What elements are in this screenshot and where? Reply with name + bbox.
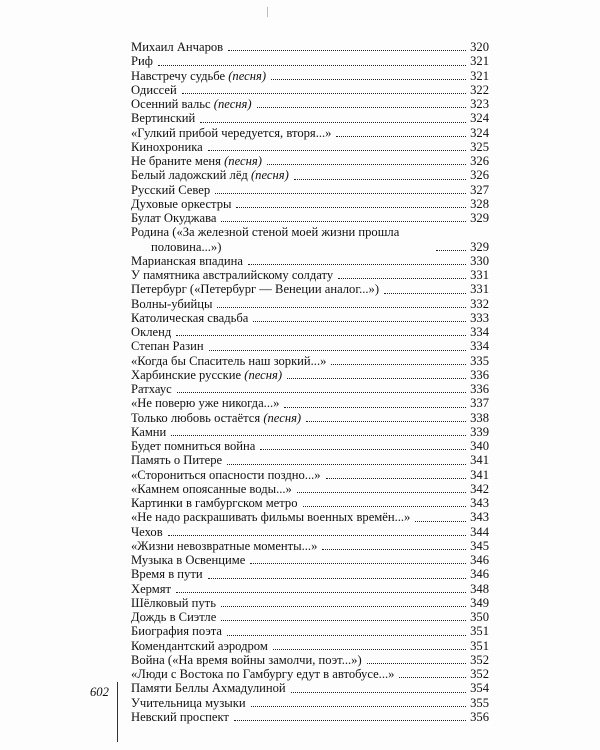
toc-entry-page: 324 xyxy=(470,111,489,126)
toc-entry-title xyxy=(131,140,203,154)
toc-entry-page: 339 xyxy=(470,424,489,439)
toc-entry xyxy=(131,168,489,182)
toc-entry xyxy=(131,297,489,311)
toc-entry-title-text: Вертинский xyxy=(131,111,196,126)
toc-entry-page: 336 xyxy=(470,367,489,382)
dot-leader xyxy=(338,277,466,279)
toc-entry-title xyxy=(131,126,331,140)
toc-entry-page: 354 xyxy=(470,681,489,696)
dot-leader xyxy=(176,591,466,593)
toc-entry-note: (песня) xyxy=(213,97,252,111)
toc-entry-page: 337 xyxy=(470,396,489,411)
toc-entry-title-text: Осенний вальс xyxy=(131,97,211,111)
dot-leader xyxy=(221,220,466,222)
dot-leader xyxy=(221,619,466,621)
dot-leader xyxy=(176,334,466,336)
dot-leader xyxy=(208,577,467,579)
toc-entry-title-text: Ратхаус xyxy=(131,382,172,396)
dot-leader xyxy=(236,206,466,208)
dot-leader xyxy=(336,135,466,137)
toc-entry-title-text: Петербург («Петербург — Венеции аналог...») xyxy=(131,282,380,297)
toc-entry-page: 328 xyxy=(470,196,489,211)
toc-entry xyxy=(131,183,489,197)
toc-entry xyxy=(131,411,489,425)
toc-entry-title xyxy=(131,582,171,596)
toc-entry-title-text: Картинки в гамбургском метро xyxy=(131,496,298,510)
toc-entry-title-text: «Жизни невозвратные моменты...» xyxy=(131,538,318,553)
dot-leader xyxy=(215,192,466,194)
page-number: 602 xyxy=(90,685,109,699)
dot-leader xyxy=(284,406,466,408)
dot-leader xyxy=(257,106,467,108)
toc-entry xyxy=(131,425,489,439)
toc-entry-title xyxy=(131,468,321,482)
toc-entry-title xyxy=(131,681,286,695)
toc-entry-title xyxy=(131,710,229,724)
dot-leader xyxy=(251,705,466,707)
toc-entry xyxy=(131,710,489,724)
toc-entry-title-text: У памятника австралийскому солдату xyxy=(131,268,334,282)
toc-entry-title-text: Навстречу судьбе xyxy=(131,68,226,83)
toc-entry-page: 343 xyxy=(470,496,489,510)
toc-entry-title-text: «Не поверю уже никогда...» xyxy=(131,396,280,411)
toc-entry-title xyxy=(131,596,216,610)
toc-entry-title-text: «Камнем опоясанные воды...» xyxy=(131,481,292,496)
toc-entry-title-text: Память о Питере xyxy=(131,453,223,468)
toc-entry-title-text: Кинохроника xyxy=(131,139,203,154)
toc-entry-title xyxy=(131,553,245,567)
toc-entry xyxy=(131,154,489,168)
toc-entry-page: 351 xyxy=(470,638,489,653)
toc-entry-title-text: Харбинские русские xyxy=(131,367,242,382)
toc-entry-page: 341 xyxy=(470,467,489,482)
toc-entry-title xyxy=(131,453,222,467)
dot-leader xyxy=(227,634,466,636)
dot-leader xyxy=(294,178,466,180)
toc-entry-title xyxy=(131,197,231,211)
toc-entry-page: 321 xyxy=(470,68,489,83)
toc-entry-page: 332 xyxy=(470,296,489,311)
dot-leader xyxy=(200,121,466,123)
toc-entry-title xyxy=(131,610,216,624)
dot-leader xyxy=(168,534,466,536)
toc-entry-title xyxy=(131,667,394,681)
toc-entry-title-text: Риф xyxy=(131,54,153,69)
toc-entry-title-text: Хермят xyxy=(131,581,172,596)
dot-leader xyxy=(306,420,466,422)
toc-entry xyxy=(131,482,489,496)
dot-leader xyxy=(253,320,466,322)
dot-leader xyxy=(208,149,466,151)
toc-entry-page: 344 xyxy=(470,524,489,539)
toc-entry xyxy=(131,539,489,553)
dot-leader xyxy=(326,477,467,479)
toc-entry xyxy=(131,111,489,125)
toc-entry-title-text: Одиссей xyxy=(131,82,177,97)
toc-entry-title xyxy=(131,368,282,382)
toc-entry-title xyxy=(131,282,379,296)
toc-entry-title xyxy=(131,425,166,439)
toc-entry xyxy=(131,582,489,596)
toc-entry xyxy=(131,339,489,353)
toc-entry-page: 352 xyxy=(470,667,489,681)
toc-entry-page: 351 xyxy=(470,624,489,639)
toc-entry xyxy=(131,468,489,482)
dot-leader xyxy=(221,605,466,607)
toc-entry xyxy=(131,396,489,410)
toc-entry-page: 331 xyxy=(470,282,489,297)
toc-entry-page: 329 xyxy=(470,211,489,225)
toc-entry-title-text: «Сторониться опасности поздно...» xyxy=(131,467,321,482)
toc-entry-note: (песня) xyxy=(228,68,267,83)
toc-entry-title xyxy=(131,211,216,225)
toc-entry xyxy=(131,496,489,510)
toc-entry xyxy=(131,596,489,610)
dot-leader xyxy=(227,463,466,465)
toc-entry-title-text: Комендантский аэродром xyxy=(131,638,268,653)
toc-entry-page: 356 xyxy=(470,709,489,724)
toc-entry xyxy=(131,197,489,211)
toc-entry-title-text: Невский проспект xyxy=(131,709,229,724)
toc-entry-title xyxy=(131,525,163,539)
toc-entry-title xyxy=(131,339,204,353)
toc-entry-title xyxy=(131,539,317,553)
toc-entry-page: 330 xyxy=(470,253,489,268)
toc-entry xyxy=(131,225,489,254)
toc-entry-page: 322 xyxy=(470,82,489,97)
toc-entry-page: 327 xyxy=(470,182,489,197)
toc-entry-title xyxy=(131,567,203,581)
toc-entry-title-text: Католическая свадьба xyxy=(131,310,249,325)
dot-leader xyxy=(287,377,466,379)
toc-entry-title-text: Камни xyxy=(131,424,167,439)
toc-entry xyxy=(131,553,489,567)
toc-entry-page: 350 xyxy=(470,610,489,624)
toc-entry xyxy=(131,325,489,339)
toc-entry-title xyxy=(131,154,262,168)
toc-entry xyxy=(131,54,489,68)
toc-entry-title xyxy=(131,382,172,396)
toc-entry-page: 321 xyxy=(470,54,489,69)
toc-entry-page: 336 xyxy=(470,382,489,396)
dot-leader xyxy=(177,391,466,393)
dot-leader xyxy=(384,292,466,294)
dot-leader xyxy=(291,691,466,693)
toc-entry-title xyxy=(131,168,289,182)
toc-entry-title xyxy=(131,696,246,710)
toc-entry xyxy=(131,311,489,325)
toc-entry-title xyxy=(131,653,362,667)
toc-entry-title-text: Волны-убийцы xyxy=(131,296,213,311)
toc-entry-title xyxy=(131,297,212,311)
toc-entry-title-text: Белый ладожский лёд xyxy=(131,168,248,183)
dot-leader xyxy=(228,49,466,51)
toc-entry-page: 325 xyxy=(470,139,489,154)
toc-entry-page: 329 xyxy=(470,239,489,254)
toc-entry xyxy=(131,653,489,667)
toc-entry-title-text: Окленд xyxy=(131,325,172,339)
dot-leader xyxy=(248,263,466,265)
dot-leader xyxy=(217,306,466,308)
dot-leader xyxy=(331,363,466,365)
toc-entry xyxy=(131,525,489,539)
toc-entry-page: 338 xyxy=(470,410,489,425)
toc-entry xyxy=(131,254,489,268)
dot-leader xyxy=(322,548,466,550)
toc-entry-title-text: Чехов xyxy=(131,524,163,539)
toc-entry-title-text: Русский Север xyxy=(131,182,211,197)
toc-entry-title-text: Не браните меня xyxy=(131,154,221,168)
toc-entry xyxy=(131,567,489,581)
toc-entry-page: 340 xyxy=(470,439,489,453)
toc-entry xyxy=(131,83,489,97)
toc-entry-page: 335 xyxy=(470,353,489,368)
table-of-contents xyxy=(131,40,489,724)
toc-entry-page: 326 xyxy=(470,168,489,183)
dot-leader xyxy=(171,434,466,436)
toc-entry-note: (песня) xyxy=(244,367,283,382)
toc-entry-title-text: «Гулкий прибой чередуется, вторя...» xyxy=(131,125,332,140)
toc-entry-title xyxy=(131,311,248,325)
toc-entry xyxy=(131,610,489,624)
toc-entry xyxy=(131,667,489,681)
toc-entry-title xyxy=(131,69,266,83)
toc-entry-page: 342 xyxy=(470,481,489,496)
toc-entry-title-text: Памяти Беллы Ахмадулиной xyxy=(131,681,286,696)
toc-entry xyxy=(131,639,489,653)
toc-entry-page: 334 xyxy=(470,325,489,339)
dot-leader xyxy=(267,163,466,165)
toc-entry-page: 348 xyxy=(470,581,489,596)
toc-entry-title-text: Война («На время войны замолчи, поэт...») xyxy=(131,652,362,667)
toc-entry-title-text: Только любовь остаётся xyxy=(131,410,261,425)
dot-leader xyxy=(303,505,467,507)
toc-entry-title-text: Михаил Анчаров xyxy=(131,40,224,54)
dot-leader xyxy=(250,562,466,564)
toc-entry-page: 326 xyxy=(470,154,489,168)
toc-entry-page: 349 xyxy=(470,595,489,610)
toc-entry xyxy=(131,453,489,467)
toc-entry-page: 352 xyxy=(470,652,489,667)
toc-entry-title xyxy=(131,396,279,410)
toc-entry-title-text: Учительница музыки xyxy=(131,695,246,710)
toc-entry-title-text: Шёлковый путь xyxy=(131,595,216,610)
toc-entry-page: 343 xyxy=(470,510,489,525)
toc-entry-title xyxy=(131,354,326,368)
toc-entry-title-text: «Люди с Востока по Гамбургу едут в автобусе...» xyxy=(131,667,395,681)
dot-leader xyxy=(182,92,466,94)
toc-entry-page: 323 xyxy=(470,97,489,111)
toc-entry xyxy=(131,368,489,382)
toc-entry-title-text: «Не надо раскрашивать фильмы военных времён...» xyxy=(131,510,411,525)
dot-leader xyxy=(415,520,466,522)
toc-entry xyxy=(131,126,489,140)
toc-entry-title-text: Родина («За железной стеной моей жизни прошла xyxy=(131,225,400,240)
toc-entry-title xyxy=(131,54,153,68)
folio-rule xyxy=(117,682,118,742)
toc-entry-page: 331 xyxy=(470,268,489,282)
toc-entry-title-text: Духовые оркестры xyxy=(131,196,232,211)
toc-entry xyxy=(131,624,489,638)
toc-entry-title xyxy=(131,510,410,524)
toc-entry-title xyxy=(131,439,255,453)
toc-entry-page: 355 xyxy=(470,695,489,710)
toc-entry-title xyxy=(131,83,177,97)
toc-entry xyxy=(131,510,489,524)
dot-leader xyxy=(158,64,466,66)
dot-leader xyxy=(260,448,466,450)
toc-entry-title xyxy=(131,325,171,339)
toc-entry-page: 334 xyxy=(470,339,489,354)
toc-entry-note: (песня) xyxy=(224,154,262,168)
top-mark xyxy=(267,7,268,17)
toc-entry xyxy=(131,211,489,225)
toc-entry-title-continuation: половина...») xyxy=(151,239,222,254)
toc-entry xyxy=(131,354,489,368)
dot-leader xyxy=(209,349,467,351)
toc-entry-title xyxy=(131,268,333,282)
toc-entry-page: 320 xyxy=(470,40,489,54)
dot-leader xyxy=(399,676,466,678)
toc-entry xyxy=(131,40,489,54)
toc-entry-title xyxy=(131,225,431,254)
toc-entry xyxy=(131,97,489,111)
toc-entry-title-text: Дождь в Сиэтле xyxy=(131,610,217,624)
toc-entry-title-text: Марианская впадина xyxy=(131,253,243,268)
toc-entry-page: 324 xyxy=(470,125,489,140)
toc-entry-page: 345 xyxy=(470,538,489,553)
toc-entry-title-text: Булат Окуджава xyxy=(131,211,217,225)
toc-entry-note: (песня) xyxy=(263,410,302,425)
dot-leader xyxy=(234,719,466,721)
toc-entry-page: 346 xyxy=(470,553,489,567)
dot-leader xyxy=(436,249,466,251)
toc-entry xyxy=(131,69,489,83)
dot-leader xyxy=(271,78,466,80)
toc-entry-title xyxy=(131,496,298,510)
toc-entry xyxy=(131,140,489,154)
toc-entry-title xyxy=(131,111,195,125)
toc-entry-title-text: Степан Разин xyxy=(131,339,204,354)
toc-entry-page: 341 xyxy=(470,453,489,468)
toc-entry-title xyxy=(131,482,292,496)
toc-entry-title xyxy=(131,40,223,54)
toc-entry-title xyxy=(131,411,301,425)
toc-entry-page: 333 xyxy=(470,310,489,325)
toc-entry xyxy=(131,268,489,282)
toc-entry-note: (песня) xyxy=(250,168,289,183)
toc-entry-title xyxy=(131,254,243,268)
toc-entry-title-text: «Когда бы Спаситель наш зоркий...» xyxy=(131,353,327,368)
dot-leader xyxy=(297,491,466,493)
toc-entry-title-text: Музыка в Освенциме xyxy=(131,553,246,567)
toc-entry-title-text: Биография поэта xyxy=(131,624,223,639)
toc-entry-title-text: Время в пути xyxy=(131,567,203,582)
toc-entry xyxy=(131,681,489,695)
toc-entry xyxy=(131,696,489,710)
toc-entry-title xyxy=(131,639,268,653)
toc-entry-page: 346 xyxy=(470,567,489,582)
toc-entry-title xyxy=(131,97,252,111)
toc-entry xyxy=(131,282,489,296)
toc-entry-title xyxy=(131,183,210,197)
dot-leader xyxy=(367,662,466,664)
toc-entry xyxy=(131,439,489,453)
toc-entry-title-text: Будет помниться война xyxy=(131,439,256,453)
dot-leader xyxy=(273,648,466,650)
toc-entry xyxy=(131,382,489,396)
toc-entry-title xyxy=(131,624,222,638)
